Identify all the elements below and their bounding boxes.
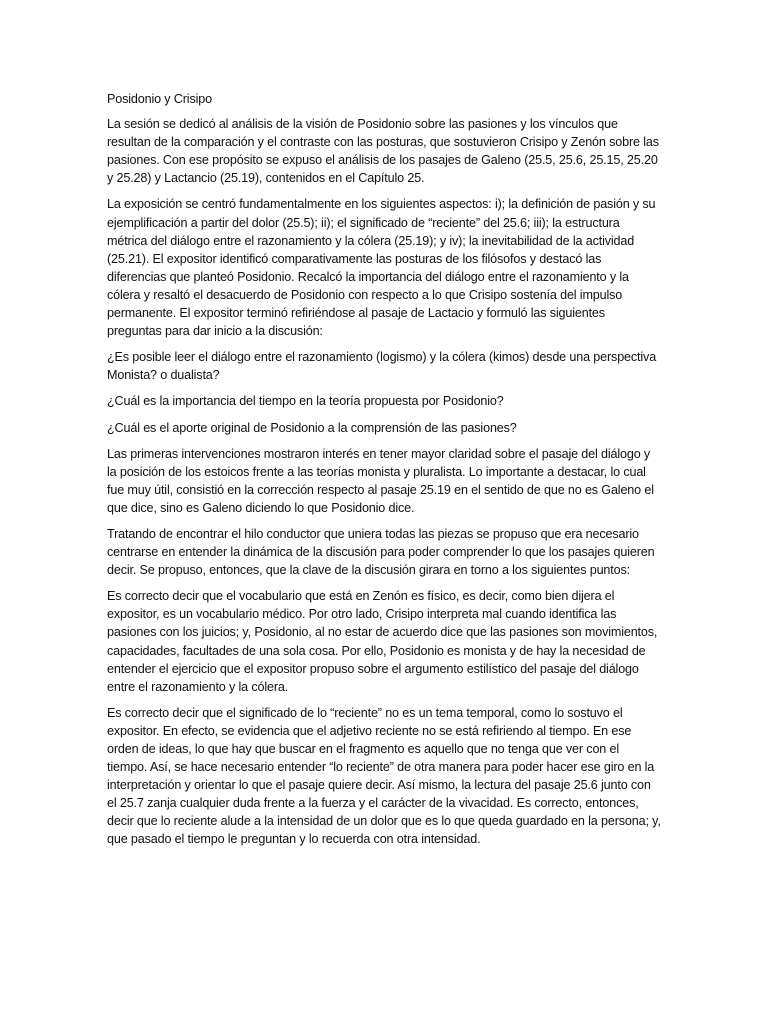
question-tiempo: ¿Cuál es la importancia del tiempo en la teoría propuesta por Posidonio?: [107, 394, 504, 409]
paragraph-hilo-conductor: Tratando de encontrar el hilo conductor que uniera todas las piezas se propuso que era necesario centrarse en entender la dinámica de la discusión para poder comprender lo que los pasajes quieren decir. Se propuso, entonces, que la clave de la discusión girara en torno a los siguientes puntos:: [107, 526, 655, 578]
document-title: Posidonio y Crisipo: [107, 92, 212, 106]
paragraph-primeras-intervenciones: Las primeras intervenciones mostraron interés en tener mayor claridad sobre el pasaje del diálogo y la posición de los estoicos frente a las teorías monista y pluralista. Lo importante a destacar, lo cual fue muy útil, consistió en la corrección respecto al pasaje 25.19 en el sentido de que no es Galeno el que dice, sino es Galeno diciendo lo que Posidonio dice.: [107, 446, 654, 515]
paragraph-intro: La sesión se dedicó al análisis de la visión de Posidonio sobre las pasiones y los vínculos que resultan de la comparación y el contraste con las posturas, que sostuvieron Crisipo y Zenón sobre las pasiones. Con ese propósito se expuso el análisis de los pasajes de Galeno (25.5, 25.6, 25.15, 25.20 y 25.28) y Lactancio (25.19), contenidos en el Capítulo 25.: [107, 117, 659, 186]
question-monista-dualista: ¿Es posible leer el diálogo entre el razonamiento (logismo) y la cólera (kimos) desde una perspectiva Monista? o dualista?: [107, 350, 657, 383]
paragraph-vocabulario-zenon: Es correcto decir que el vocabulario que está en Zenón es físico, es decir, como bien dijera el expositor, es un vocabulario médico. Por otro lado, Crisipo interpreta mal cuando identifica las pasiones con los juicios; y, Posidonio, al no estar de acuerdo dice que las pasiones son movimientos, capacidades, facultades de una sola cosa. Por ello, Posidonio es monista y de hay la necesidad de entender el ejercicio que el expositor propuso sobre el argumento estilístico del pasaje del diálogo entre el razonamiento y la cólera.: [107, 589, 658, 694]
paragraph-reciente: Es correcto decir que el significado de lo “reciente” no es un tema temporal, como lo sostuvo el expositor. En efecto, se evidencia que el adjetivo reciente no se está refiriendo al tiempo. En ese orden de ideas, lo que hay que buscar en el fragmento es aquello que no tenga que ver con el tiempo. Así, se hace necesario entender “lo reciente” de otra manera para poder hacer ese giro en la interpretación y orientar lo que el pasaje quiere decir. Así mismo, la lectura del pasaje 25.6 junto con el 25.7 zanja cualquier duda frente a la fuerza y el carácter de la vivacidad. Es correcto, entonces, decir que lo reciente alude a la intensidad de un dolor que es lo que queda guardado en la persona; y, que pasado el tiempo le preguntan y lo recuerda con otra intensidad.: [107, 705, 661, 847]
paragraph-exposition: La exposición se centró fundamentalmente en los siguientes aspectos: i); la definición de pasión y su ejemplificación a partir del dolor (25.5); ii); el significado de “reciente” del 25.6; iii); la estructura métrica del diálogo entre el razonamiento y la cólera (25.19); y iv); la inevitabilidad de la actividad (25.21). El expositor identificó comparativamente las posturas de los filósofos y destacó las diferencias que planteó Posidonio. Recalcó la importancia del diálogo entre el razonamiento y la cólera y resaltó el desacuerdo de Posidonio con respecto a lo que Crisipo sostenía del impulso permanente. El expositor terminó refiriéndose al pasaje de Lactacio y formuló las siguientes preguntas para dar inicio a la discusión:: [107, 197, 656, 339]
question-aporte-original: ¿Cuál es el aporte original de Posidonio a la comprensión de las pasiones?: [107, 420, 517, 435]
